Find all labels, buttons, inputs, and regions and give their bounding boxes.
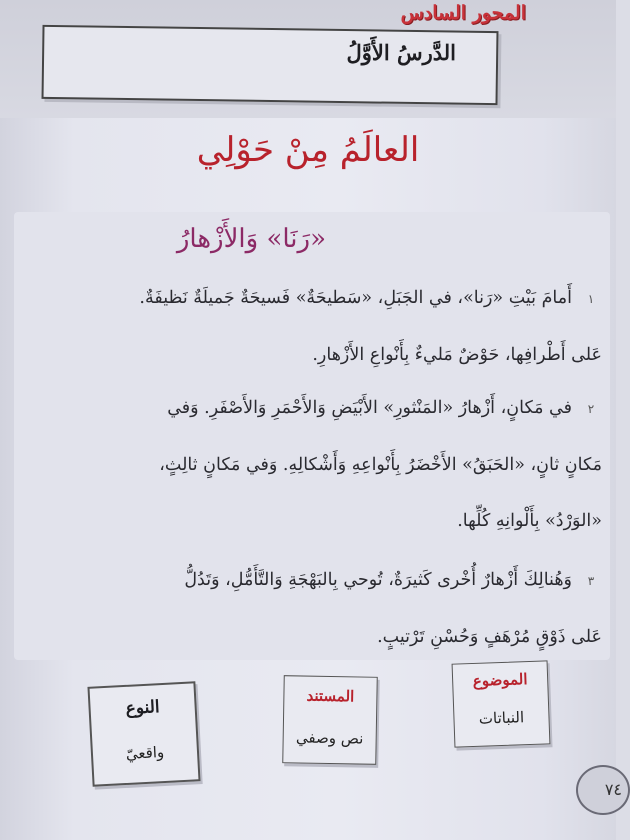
document-value: نص وصفي: [295, 728, 364, 748]
paragraph-2: [42, 380, 602, 549]
type-label: النوع: [125, 697, 161, 719]
paragraph-text: وَهُنالِكَ أَزْهارٌ أُخْرى كَثيرَةٌ، تُوحي بِالبَهْجَةِ وَالتَّأَمُّلِ، وَتَدُلُّ: [184, 570, 572, 590]
unit-title: المحور السادس: [400, 2, 526, 24]
paragraph-line: عَلى ذَوْقٍ مُرْهَفٍ وَحُسْنِ تَرْتيبٍ.: [377, 627, 602, 647]
paragraph-line: «الوَرْدُ» بِأَلْوانِهِ كُلِّها.: [457, 511, 602, 531]
main-title: العالَمُ مِنْ حَوْلِي: [196, 130, 420, 170]
topic-value: النباتات: [478, 708, 525, 728]
paragraph-text: أَمامَ بَيْتِ «رَنا»، في الجَبَلِ، «سَطيحَةٌ» فَسيحَةٌ جَميلَةٌ نَظيفَةٌ.: [139, 288, 572, 308]
type-card: [87, 681, 200, 787]
topic-card: [452, 660, 551, 747]
topic-label: الموضوع: [472, 670, 528, 690]
paragraph-line: [42, 552, 602, 609]
lesson-title-box: [42, 25, 499, 105]
document-label: المستند: [306, 686, 355, 706]
paragraph-number: ٢: [587, 402, 595, 416]
paragraph-line: مَكانٍ ثانٍ، «الحَبَقُ» الأَخْضَرُ بِأَنْواعِهِ وَأَشْكالِهِ. وَفي مَكانٍ ثالِثٍ،: [159, 455, 602, 475]
page-number: ٧٤: [576, 765, 630, 815]
document-card: [282, 675, 378, 765]
lesson-title: الدَّرسُ الأَوَّلُ: [346, 40, 456, 65]
paragraph-text: في مَكانٍ، أَزْهارُ «المَنْثورِ» الأَبْيَضِ وَالأَحْمَرِ وَالأَصْفَرِ. وَفي: [167, 398, 572, 418]
paragraph-number: ١: [587, 292, 595, 306]
paragraph-line: عَلى أَطْرافِها، حَوْضٌ مَليءٌ بِأَنْواعِ الأَزْهارِ.: [312, 345, 602, 365]
story-title: «رَنَا» وَالأَزْهارُ: [176, 224, 326, 254]
paragraph-line: [42, 380, 602, 437]
paragraph-line: [42, 270, 602, 327]
paragraph-1: [42, 270, 602, 383]
paragraph-3: [42, 552, 602, 665]
paragraph-number: ٣: [587, 574, 595, 588]
type-value: واقعيّ: [125, 742, 165, 763]
